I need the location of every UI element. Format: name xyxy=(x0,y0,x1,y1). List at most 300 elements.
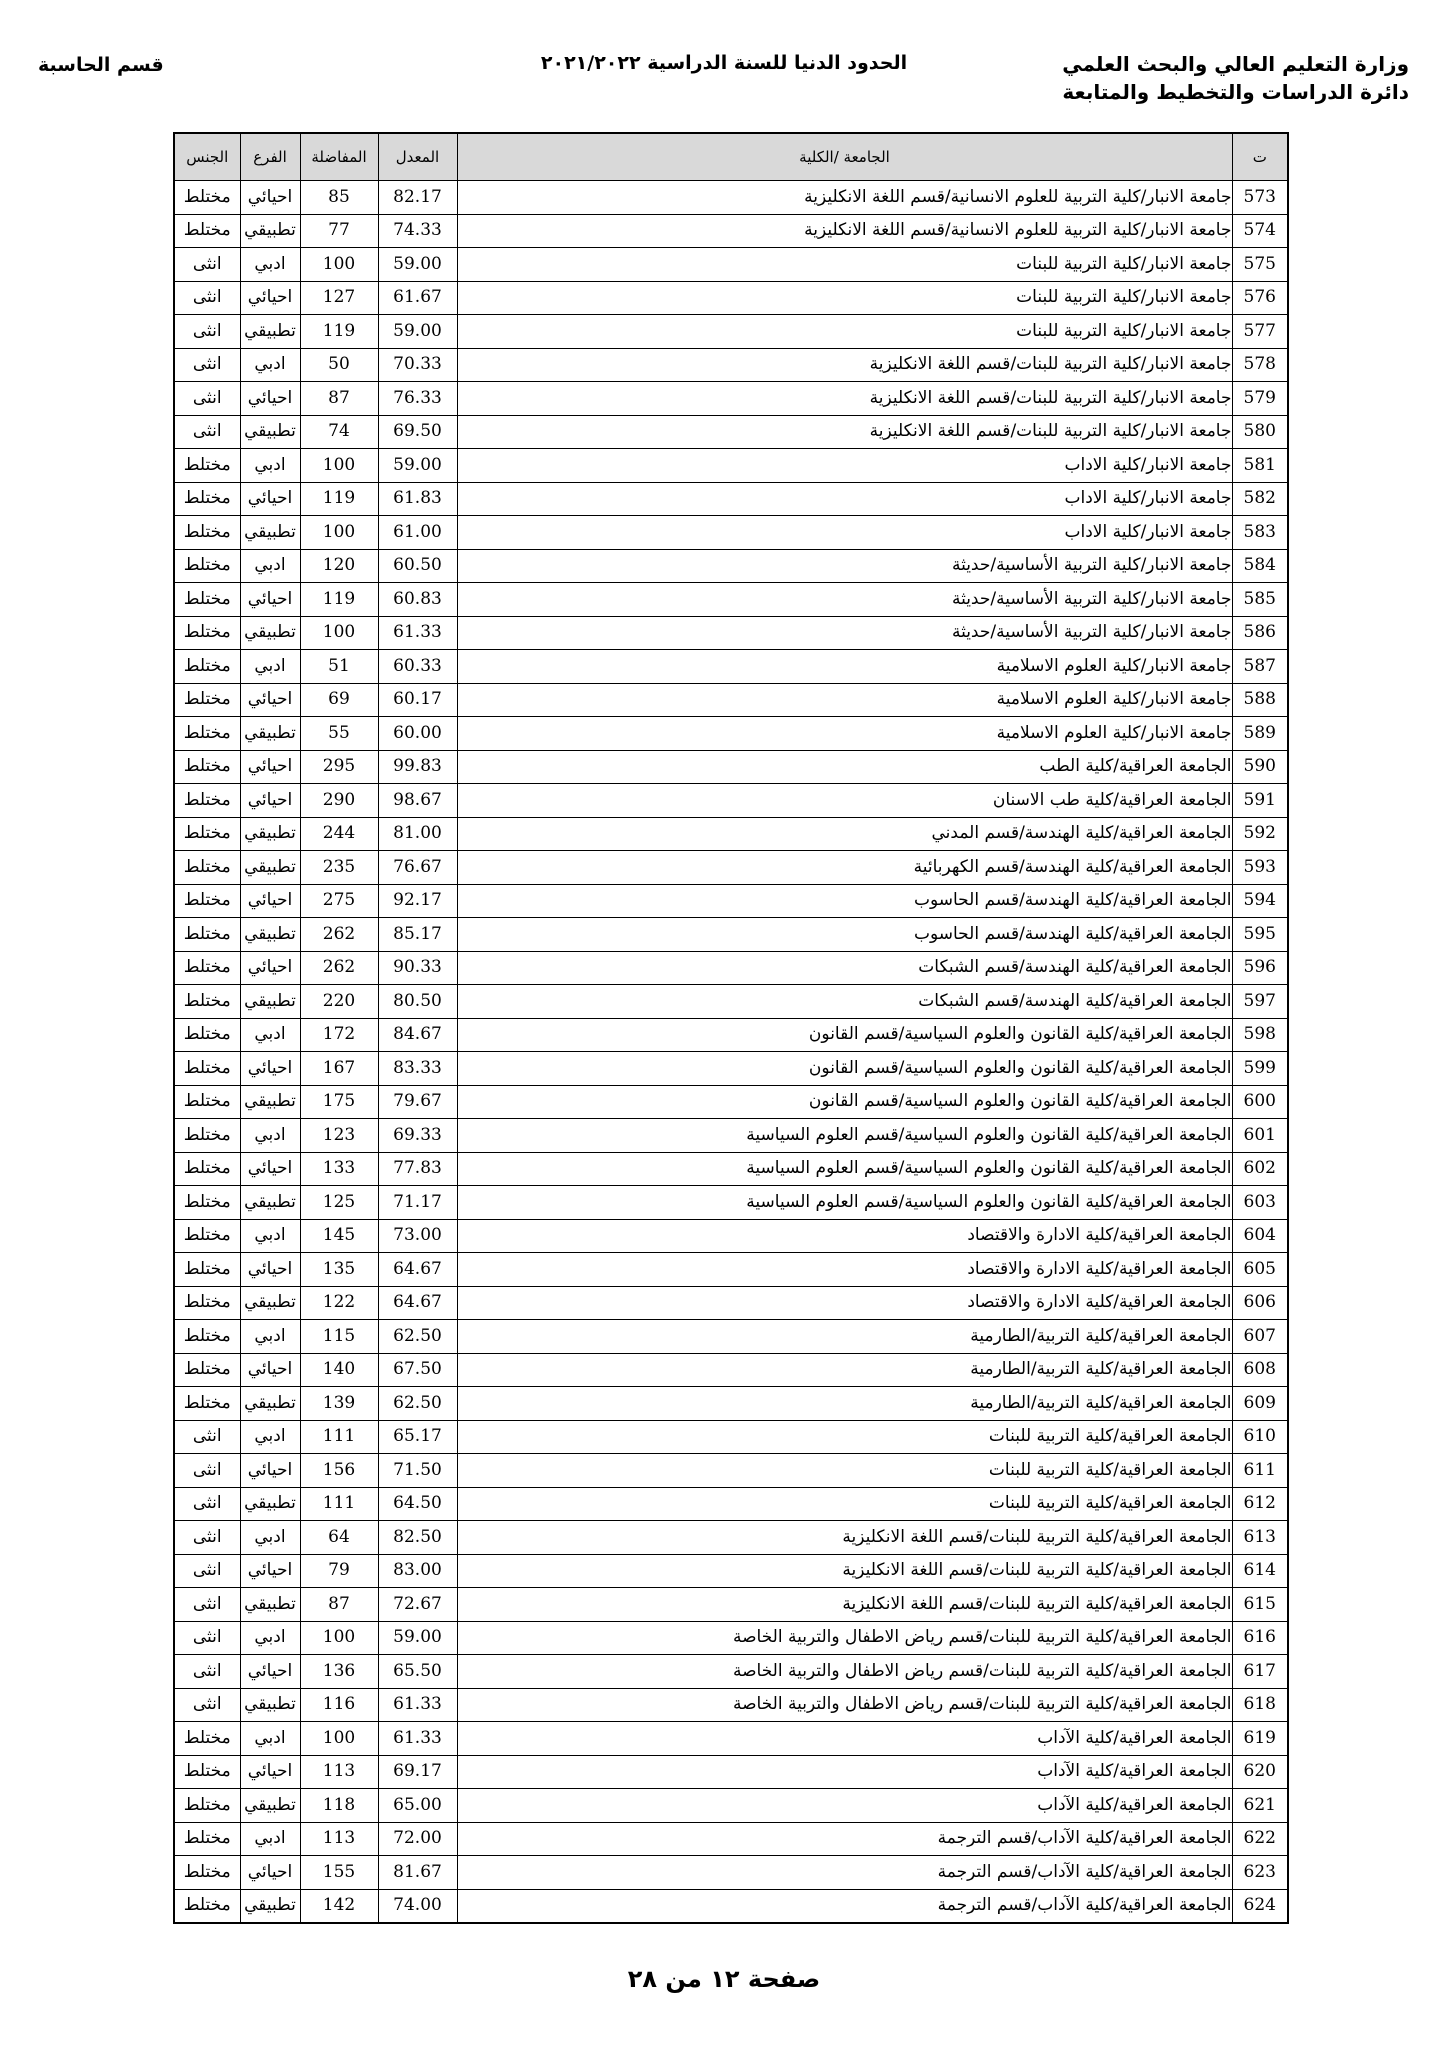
row-branch: تطبيقي xyxy=(240,315,300,349)
university-college: الجامعة العراقية/كلية القانون والعلوم السياسية/قسم العلوم السياسية xyxy=(457,1119,1232,1153)
row-preference: 115 xyxy=(300,1320,378,1354)
table-row xyxy=(174,1353,1288,1387)
ministry-title: وزارة التعليم العالي والبحث العلمي xyxy=(1062,52,1409,76)
row-gender: انثى xyxy=(174,1588,240,1622)
university-college: الجامعة العراقية/كلية التربية للبنات xyxy=(457,1420,1232,1454)
row-number: 585 xyxy=(1232,583,1288,617)
row-gender: مختلط xyxy=(174,1052,240,1086)
university-college: الجامعة العراقية/كلية الادارة والاقتصاد xyxy=(457,1253,1232,1287)
row-preference: 244 xyxy=(300,817,378,851)
university-college: الجامعة العراقية/كلية الآداب xyxy=(457,1722,1232,1756)
table-row xyxy=(174,1420,1288,1454)
table-row xyxy=(174,1085,1288,1119)
row-number: 607 xyxy=(1232,1320,1288,1354)
row-gender: مختلط xyxy=(174,750,240,784)
row-number: 594 xyxy=(1232,884,1288,918)
table-row xyxy=(174,583,1288,617)
row-preference: 100 xyxy=(300,616,378,650)
row-number: 595 xyxy=(1232,918,1288,952)
row-gender: مختلط xyxy=(174,616,240,650)
row-number: 580 xyxy=(1232,415,1288,449)
col-header-no: ت xyxy=(1232,133,1288,181)
row-average: 61.33 xyxy=(378,1722,457,1756)
row-branch: احيائي xyxy=(240,1353,300,1387)
row-branch: ادبي xyxy=(240,1722,300,1756)
row-average: 71.17 xyxy=(378,1186,457,1220)
row-preference: 120 xyxy=(300,549,378,583)
row-branch: احيائي xyxy=(240,1454,300,1488)
row-average: 92.17 xyxy=(378,884,457,918)
row-gender: مختلط xyxy=(174,884,240,918)
university-college: الجامعة العراقية/كلية الطب xyxy=(457,750,1232,784)
row-average: 73.00 xyxy=(378,1219,457,1253)
row-gender: مختلط xyxy=(174,1320,240,1354)
row-number: 621 xyxy=(1232,1789,1288,1823)
row-number: 573 xyxy=(1232,181,1288,215)
table-row xyxy=(174,1152,1288,1186)
university-college: الجامعة العراقية/كلية الآداب/قسم الترجمة xyxy=(457,1856,1232,1890)
row-preference: 77 xyxy=(300,214,378,248)
row-number: 620 xyxy=(1232,1755,1288,1789)
table-row xyxy=(174,1186,1288,1220)
row-number: 590 xyxy=(1232,750,1288,784)
table-row xyxy=(174,1320,1288,1354)
row-preference: 235 xyxy=(300,851,378,885)
table-row xyxy=(174,248,1288,282)
row-average: 59.00 xyxy=(378,315,457,349)
row-number: 616 xyxy=(1232,1621,1288,1655)
table-row xyxy=(174,985,1288,1019)
row-number: 578 xyxy=(1232,348,1288,382)
row-branch: تطبيقي xyxy=(240,1085,300,1119)
row-preference: 100 xyxy=(300,1621,378,1655)
row-preference: 50 xyxy=(300,348,378,382)
row-average: 84.67 xyxy=(378,1018,457,1052)
table-row xyxy=(174,415,1288,449)
row-number: 610 xyxy=(1232,1420,1288,1454)
row-branch: احيائي xyxy=(240,1655,300,1689)
table-row xyxy=(174,1822,1288,1856)
row-average: 80.50 xyxy=(378,985,457,1019)
row-gender: مختلط xyxy=(174,1119,240,1153)
row-average: 69.50 xyxy=(378,415,457,449)
row-gender: مختلط xyxy=(174,1219,240,1253)
row-number: 593 xyxy=(1232,851,1288,885)
row-gender: مختلط xyxy=(174,181,240,215)
university-college: جامعة الانبار/كلية التربية للبنات xyxy=(457,281,1232,315)
row-average: 77.83 xyxy=(378,1152,457,1186)
row-preference: 125 xyxy=(300,1186,378,1220)
row-gender: انثى xyxy=(174,348,240,382)
row-branch: تطبيقي xyxy=(240,616,300,650)
row-number: 609 xyxy=(1232,1387,1288,1421)
row-preference: 135 xyxy=(300,1253,378,1287)
university-college: جامعة الانبار/كلية الاداب xyxy=(457,482,1232,516)
col-header-avg: المعدل xyxy=(378,133,457,181)
row-branch: احيائي xyxy=(240,1052,300,1086)
row-gender: مختلط xyxy=(174,1722,240,1756)
table-row xyxy=(174,851,1288,885)
table-row xyxy=(174,650,1288,684)
document-title: الحدود الدنيا للسنة الدراسية ٢٠٢١/٢٠٢٢ xyxy=(540,52,908,74)
row-preference: 55 xyxy=(300,717,378,751)
university-college: الجامعة العراقية/كلية القانون والعلوم السياسية/قسم القانون xyxy=(457,1018,1232,1052)
row-average: 82.50 xyxy=(378,1521,457,1555)
university-college: الجامعة العراقية/كلية القانون والعلوم السياسية/قسم العلوم السياسية xyxy=(457,1186,1232,1220)
table-row xyxy=(174,549,1288,583)
table-row xyxy=(174,918,1288,952)
col-header-name: الجامعة /الكلية xyxy=(457,133,1232,181)
row-number: 575 xyxy=(1232,248,1288,282)
row-average: 76.67 xyxy=(378,851,457,885)
row-gender: مختلط xyxy=(174,1018,240,1052)
row-branch: ادبي xyxy=(240,1219,300,1253)
row-branch: احيائي xyxy=(240,583,300,617)
university-college: الجامعة العراقية/كلية الهندسة/قسم المدني xyxy=(457,817,1232,851)
row-number: 604 xyxy=(1232,1219,1288,1253)
row-preference: 69 xyxy=(300,683,378,717)
university-college: الجامعة العراقية/كلية الآداب xyxy=(457,1755,1232,1789)
table-row xyxy=(174,1889,1288,1923)
university-college: جامعة الانبار/كلية التربية للبنات/قسم اللغة الانكليزية xyxy=(457,415,1232,449)
table-row xyxy=(174,1789,1288,1823)
row-average: 60.33 xyxy=(378,650,457,684)
table-row xyxy=(174,1755,1288,1789)
table-row xyxy=(174,1487,1288,1521)
row-branch: ادبي xyxy=(240,1420,300,1454)
row-number: 608 xyxy=(1232,1353,1288,1387)
university-college: الجامعة العراقية/كلية التربية للبنات/قسم اللغة الانكليزية xyxy=(457,1588,1232,1622)
row-branch: تطبيقي xyxy=(240,1387,300,1421)
row-number: 601 xyxy=(1232,1119,1288,1153)
row-branch: تطبيقي xyxy=(240,415,300,449)
row-branch: تطبيقي xyxy=(240,851,300,885)
row-gender: مختلط xyxy=(174,650,240,684)
row-branch: تطبيقي xyxy=(240,1588,300,1622)
row-gender: مختلط xyxy=(174,951,240,985)
row-number: 589 xyxy=(1232,717,1288,751)
row-number: 588 xyxy=(1232,683,1288,717)
row-average: 98.67 xyxy=(378,784,457,818)
row-average: 61.67 xyxy=(378,281,457,315)
row-preference: 142 xyxy=(300,1889,378,1923)
table-row xyxy=(174,1621,1288,1655)
row-gender: مختلط xyxy=(174,918,240,952)
row-preference: 156 xyxy=(300,1454,378,1488)
row-average: 65.00 xyxy=(378,1789,457,1823)
row-average: 62.50 xyxy=(378,1320,457,1354)
row-preference: 119 xyxy=(300,482,378,516)
row-number: 615 xyxy=(1232,1588,1288,1622)
row-gender: مختلط xyxy=(174,1286,240,1320)
row-gender: مختلط xyxy=(174,1186,240,1220)
university-college: الجامعة العراقية/كلية القانون والعلوم السياسية/قسم العلوم السياسية xyxy=(457,1152,1232,1186)
row-average: 71.50 xyxy=(378,1454,457,1488)
row-average: 61.00 xyxy=(378,516,457,550)
row-preference: 85 xyxy=(300,181,378,215)
row-branch: تطبيقي xyxy=(240,918,300,952)
row-preference: 100 xyxy=(300,248,378,282)
table-row xyxy=(174,1688,1288,1722)
row-gender: انثى xyxy=(174,1487,240,1521)
row-preference: 113 xyxy=(300,1822,378,1856)
row-gender: انثى xyxy=(174,248,240,282)
row-gender: مختلط xyxy=(174,1856,240,1890)
row-gender: مختلط xyxy=(174,817,240,851)
row-number: 612 xyxy=(1232,1487,1288,1521)
row-branch: احيائي xyxy=(240,281,300,315)
col-header-gender: الجنس xyxy=(174,133,240,181)
university-college: جامعة الانبار/كلية التربية الأساسية/حديثة xyxy=(457,583,1232,617)
table-row xyxy=(174,214,1288,248)
university-college: جامعة الانبار/كلية العلوم الاسلامية xyxy=(457,650,1232,684)
row-branch: تطبيقي xyxy=(240,1789,300,1823)
department-label: قسم الحاسبة xyxy=(38,54,164,76)
row-branch: ادبي xyxy=(240,1119,300,1153)
table-row xyxy=(174,884,1288,918)
university-college: الجامعة العراقية/كلية التربية للبنات/قسم رياض الاطفال والتربية الخاصة xyxy=(457,1621,1232,1655)
row-preference: 122 xyxy=(300,1286,378,1320)
row-number: 577 xyxy=(1232,315,1288,349)
university-college: جامعة الانبار/كلية الاداب xyxy=(457,516,1232,550)
row-preference: 113 xyxy=(300,1755,378,1789)
row-gender: مختلط xyxy=(174,516,240,550)
row-branch: احيائي xyxy=(240,1755,300,1789)
row-gender: انثى xyxy=(174,1655,240,1689)
row-average: 61.33 xyxy=(378,1688,457,1722)
row-number: 582 xyxy=(1232,482,1288,516)
university-college: جامعة الانبار/كلية التربية للبنات xyxy=(457,248,1232,282)
row-number: 597 xyxy=(1232,985,1288,1019)
row-average: 82.17 xyxy=(378,181,457,215)
row-gender: مختلط xyxy=(174,1755,240,1789)
row-gender: انثى xyxy=(174,315,240,349)
row-preference: 118 xyxy=(300,1789,378,1823)
table-row xyxy=(174,382,1288,416)
university-college: جامعة الانبار/كلية الاداب xyxy=(457,449,1232,483)
row-branch: ادبي xyxy=(240,650,300,684)
row-average: 90.33 xyxy=(378,951,457,985)
row-branch: تطبيقي xyxy=(240,985,300,1019)
university-college: الجامعة العراقية/كلية التربية للبنات xyxy=(457,1487,1232,1521)
row-gender: انثى xyxy=(174,1621,240,1655)
table-row xyxy=(174,951,1288,985)
row-gender: مختلط xyxy=(174,1789,240,1823)
col-header-branch: الفرع xyxy=(240,133,300,181)
table-row xyxy=(174,1521,1288,1555)
row-average: 79.67 xyxy=(378,1085,457,1119)
row-gender: مختلط xyxy=(174,449,240,483)
row-average: 72.67 xyxy=(378,1588,457,1622)
row-branch: احيائي xyxy=(240,482,300,516)
table-row xyxy=(174,348,1288,382)
table-row xyxy=(174,1655,1288,1689)
row-gender: انثى xyxy=(174,1554,240,1588)
row-branch: احيائي xyxy=(240,784,300,818)
row-gender: انثى xyxy=(174,1688,240,1722)
university-college: الجامعة العراقية/كلية الهندسة/قسم الحاسوب xyxy=(457,884,1232,918)
row-gender: مختلط xyxy=(174,1152,240,1186)
row-preference: 175 xyxy=(300,1085,378,1119)
table-row xyxy=(174,315,1288,349)
row-branch: احيائي xyxy=(240,181,300,215)
row-gender: مختلط xyxy=(174,1822,240,1856)
row-gender: مختلط xyxy=(174,683,240,717)
row-preference: 100 xyxy=(300,1722,378,1756)
row-branch: احيائي xyxy=(240,683,300,717)
row-average: 60.17 xyxy=(378,683,457,717)
row-average: 60.00 xyxy=(378,717,457,751)
university-college: جامعة الانبار/كلية التربية للبنات/قسم اللغة الانكليزية xyxy=(457,348,1232,382)
row-average: 72.00 xyxy=(378,1822,457,1856)
row-average: 69.17 xyxy=(378,1755,457,1789)
row-preference: 290 xyxy=(300,784,378,818)
row-preference: 119 xyxy=(300,315,378,349)
row-preference: 100 xyxy=(300,516,378,550)
row-average: 81.67 xyxy=(378,1856,457,1890)
row-branch: ادبي xyxy=(240,449,300,483)
table-row xyxy=(174,616,1288,650)
page-number: صفحة ١٢ من ٢٨ xyxy=(627,1965,821,1993)
table-row xyxy=(174,1588,1288,1622)
row-preference: 116 xyxy=(300,1688,378,1722)
row-gender: انثى xyxy=(174,1521,240,1555)
row-number: 617 xyxy=(1232,1655,1288,1689)
table-row xyxy=(174,281,1288,315)
row-average: 61.33 xyxy=(378,616,457,650)
university-college: الجامعة العراقية/كلية التربية/الطارمية xyxy=(457,1320,1232,1354)
table-row xyxy=(174,1018,1288,1052)
university-college: الجامعة العراقية/كلية التربية/الطارمية xyxy=(457,1387,1232,1421)
university-college: جامعة الانبار/كلية التربية للبنات xyxy=(457,315,1232,349)
row-gender: مختلط xyxy=(174,482,240,516)
row-branch: احيائي xyxy=(240,1554,300,1588)
row-average: 74.33 xyxy=(378,214,457,248)
row-branch: ادبي xyxy=(240,1521,300,1555)
table-row xyxy=(174,1286,1288,1320)
row-preference: 167 xyxy=(300,1052,378,1086)
row-average: 64.67 xyxy=(378,1286,457,1320)
row-gender: مختلط xyxy=(174,1889,240,1923)
row-average: 61.83 xyxy=(378,482,457,516)
row-number: 619 xyxy=(1232,1722,1288,1756)
row-preference: 145 xyxy=(300,1219,378,1253)
row-average: 64.50 xyxy=(378,1487,457,1521)
row-branch: تطبيقي xyxy=(240,817,300,851)
row-preference: 127 xyxy=(300,281,378,315)
row-number: 596 xyxy=(1232,951,1288,985)
table-row xyxy=(174,717,1288,751)
university-college: الجامعة العراقية/كلية الهندسة/قسم الشبكات xyxy=(457,985,1232,1019)
row-branch: تطبيقي xyxy=(240,516,300,550)
row-preference: 87 xyxy=(300,1588,378,1622)
table-row xyxy=(174,516,1288,550)
table-row xyxy=(174,817,1288,851)
row-branch: ادبي xyxy=(240,1822,300,1856)
row-number: 622 xyxy=(1232,1822,1288,1856)
row-number: 611 xyxy=(1232,1454,1288,1488)
row-preference: 111 xyxy=(300,1420,378,1454)
row-average: 99.83 xyxy=(378,750,457,784)
university-college: الجامعة العراقية/كلية التربية للبنات/قسم اللغة الانكليزية xyxy=(457,1554,1232,1588)
row-number: 576 xyxy=(1232,281,1288,315)
row-gender: انثى xyxy=(174,1420,240,1454)
row-number: 614 xyxy=(1232,1554,1288,1588)
university-college: الجامعة العراقية/كلية الهندسة/قسم الحاسوب xyxy=(457,918,1232,952)
row-branch: احيائي xyxy=(240,382,300,416)
row-gender: مختلط xyxy=(174,851,240,885)
row-branch: احيائي xyxy=(240,884,300,918)
row-gender: مختلط xyxy=(174,1387,240,1421)
row-preference: 64 xyxy=(300,1521,378,1555)
row-branch: ادبي xyxy=(240,1621,300,1655)
university-college: الجامعة العراقية/كلية الآداب/قسم الترجمة xyxy=(457,1822,1232,1856)
row-gender: مختلط xyxy=(174,1085,240,1119)
row-average: 83.00 xyxy=(378,1554,457,1588)
row-branch: تطبيقي xyxy=(240,1889,300,1923)
row-number: 587 xyxy=(1232,650,1288,684)
row-average: 81.00 xyxy=(378,817,457,851)
row-preference: 155 xyxy=(300,1856,378,1890)
row-gender: انثى xyxy=(174,1454,240,1488)
table-row xyxy=(174,1219,1288,1253)
table-body xyxy=(174,181,1288,1924)
row-number: 591 xyxy=(1232,784,1288,818)
table-row xyxy=(174,1454,1288,1488)
row-average: 67.50 xyxy=(378,1353,457,1387)
row-number: 605 xyxy=(1232,1253,1288,1287)
row-average: 69.33 xyxy=(378,1119,457,1153)
row-number: 602 xyxy=(1232,1152,1288,1186)
row-average: 76.33 xyxy=(378,382,457,416)
admissions-table xyxy=(173,132,1289,1924)
university-college: جامعة الانبار/كلية التربية للبنات/قسم اللغة الانكليزية xyxy=(457,382,1232,416)
row-gender: مختلط xyxy=(174,784,240,818)
row-number: 603 xyxy=(1232,1186,1288,1220)
row-number: 623 xyxy=(1232,1856,1288,1890)
row-branch: ادبي xyxy=(240,1018,300,1052)
row-branch: تطبيقي xyxy=(240,1186,300,1220)
row-average: 65.17 xyxy=(378,1420,457,1454)
row-gender: مختلط xyxy=(174,549,240,583)
row-number: 584 xyxy=(1232,549,1288,583)
row-number: 618 xyxy=(1232,1688,1288,1722)
row-branch: تطبيقي xyxy=(240,717,300,751)
table-row xyxy=(174,784,1288,818)
row-preference: 140 xyxy=(300,1353,378,1387)
table-row xyxy=(174,683,1288,717)
university-college: الجامعة العراقية/كلية التربية للبنات/قسم رياض الاطفال والتربية الخاصة xyxy=(457,1688,1232,1722)
row-branch: احيائي xyxy=(240,750,300,784)
table-row xyxy=(174,1253,1288,1287)
university-college: الجامعة العراقية/كلية القانون والعلوم السياسية/قسم القانون xyxy=(457,1052,1232,1086)
table-row xyxy=(174,1722,1288,1756)
row-preference: 139 xyxy=(300,1387,378,1421)
row-number: 586 xyxy=(1232,616,1288,650)
table-row xyxy=(174,1387,1288,1421)
row-average: 70.33 xyxy=(378,348,457,382)
row-preference: 100 xyxy=(300,449,378,483)
row-gender: انثى xyxy=(174,382,240,416)
row-gender: مختلط xyxy=(174,583,240,617)
row-preference: 123 xyxy=(300,1119,378,1153)
row-branch: احيائي xyxy=(240,1152,300,1186)
row-gender: مختلط xyxy=(174,717,240,751)
row-preference: 275 xyxy=(300,884,378,918)
row-branch: تطبيقي xyxy=(240,214,300,248)
university-college: جامعة الانبار/كلية العلوم الاسلامية xyxy=(457,717,1232,751)
table-row xyxy=(174,1554,1288,1588)
